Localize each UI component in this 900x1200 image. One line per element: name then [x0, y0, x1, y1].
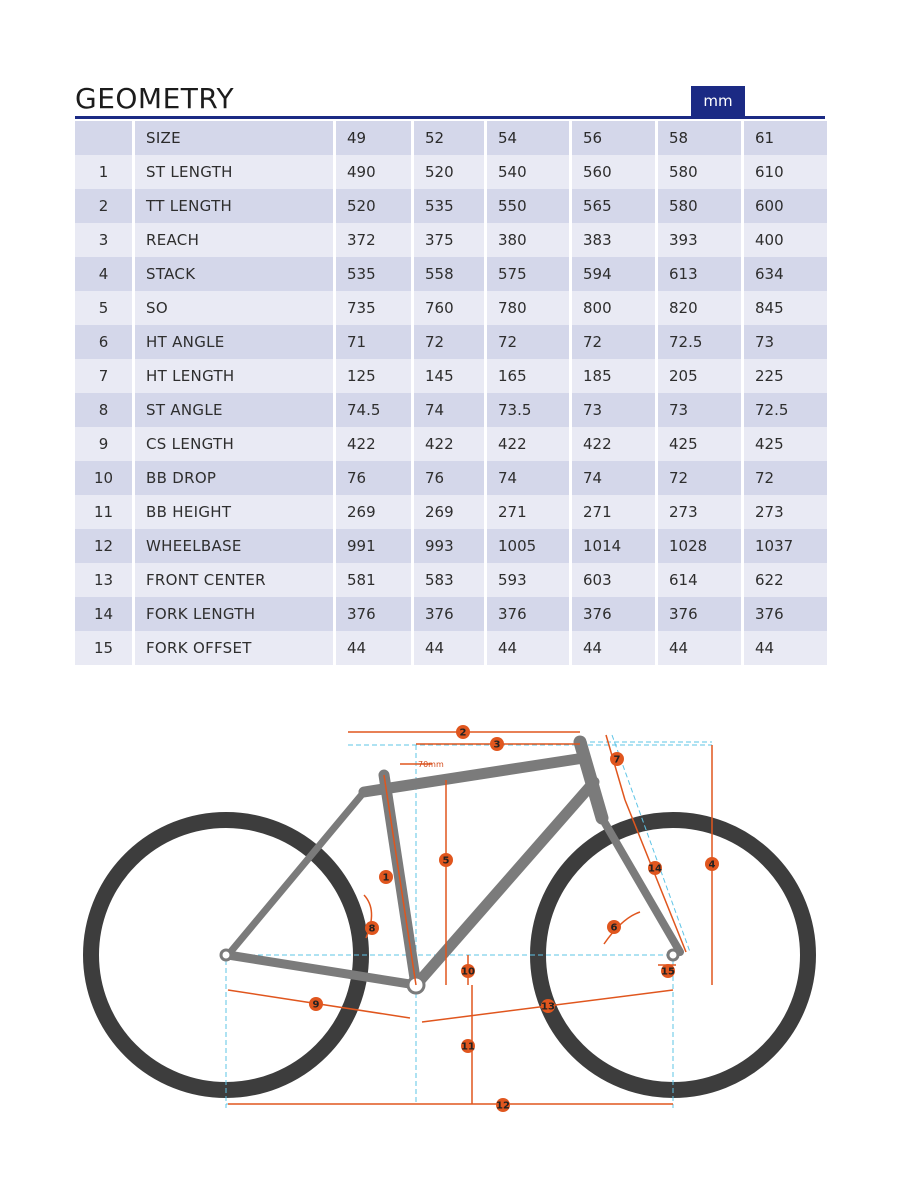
row-value: 73.5: [487, 393, 569, 427]
row-value: 72: [487, 325, 569, 359]
row-value: 613: [658, 257, 741, 291]
dimension-badge: [490, 737, 504, 751]
row-number: 13: [75, 563, 132, 597]
table-row: [75, 189, 827, 223]
row-value: 273: [744, 495, 827, 529]
row-value: 583: [414, 563, 484, 597]
row-value: 73: [658, 393, 741, 427]
row-value: 600: [744, 189, 827, 223]
row-value: 44: [572, 631, 655, 665]
row-label: WHEELBASE: [135, 529, 333, 563]
header-size-54: 54: [487, 121, 569, 155]
row-label: STACK: [135, 257, 333, 291]
row-value: 72: [414, 325, 484, 359]
row-value: 269: [336, 495, 411, 529]
unit-badge: mm: [691, 86, 745, 116]
rear-axle: [221, 950, 231, 960]
geometry-table: [72, 121, 830, 665]
row-value: 610: [744, 155, 827, 189]
row-value: 44: [658, 631, 741, 665]
header-size-label: SIZE: [135, 121, 333, 155]
row-label: REACH: [135, 223, 333, 257]
table-row: [75, 155, 827, 189]
dimension-badge-label: 6: [610, 922, 618, 934]
table-row: [75, 563, 827, 597]
row-value: 376: [658, 597, 741, 631]
row-value: 580: [658, 155, 741, 189]
row-label: ST ANGLE: [135, 393, 333, 427]
row-value: 580: [658, 189, 741, 223]
dimension-badge-label: 15: [661, 966, 675, 978]
row-value: 622: [744, 563, 827, 597]
dimension-badge-label: 11: [461, 1041, 475, 1053]
row-value: 73: [572, 393, 655, 427]
row-value: 376: [744, 597, 827, 631]
dimension-badge-label: 3: [493, 739, 501, 751]
header-divider: [75, 116, 825, 119]
row-value: 520: [336, 189, 411, 223]
row-value: 125: [336, 359, 411, 393]
chain-stay: [228, 955, 416, 985]
page-title: GEOMETRY: [75, 82, 235, 115]
dimension-badge: [461, 964, 475, 978]
row-value: 72: [572, 325, 655, 359]
row-value: 593: [487, 563, 569, 597]
row-value: 800: [572, 291, 655, 325]
row-value: 44: [487, 631, 569, 665]
row-label: SO: [135, 291, 333, 325]
row-value: 74: [572, 461, 655, 495]
row-value: 393: [658, 223, 741, 257]
row-value: 400: [744, 223, 827, 257]
table-header-row: [75, 121, 827, 155]
row-number: 5: [75, 291, 132, 325]
row-value: 376: [487, 597, 569, 631]
row-value: 603: [572, 563, 655, 597]
row-value: 380: [487, 223, 569, 257]
row-number: 8: [75, 393, 132, 427]
row-number: 10: [75, 461, 132, 495]
dimension-badge: [365, 921, 379, 935]
dimension-badge: [648, 861, 662, 875]
row-label: FRONT CENTER: [135, 563, 333, 597]
row-label: FORK OFFSET: [135, 631, 333, 665]
row-value: 540: [487, 155, 569, 189]
row-value: 614: [658, 563, 741, 597]
row-value: 72.5: [658, 325, 741, 359]
row-label: HT ANGLE: [135, 325, 333, 359]
row-value: 425: [744, 427, 827, 461]
row-value: 376: [336, 597, 411, 631]
dimension-badge-label: 12: [496, 1100, 510, 1112]
row-value: 845: [744, 291, 827, 325]
dimension-badge: [439, 853, 453, 867]
header-size-61: 61: [744, 121, 827, 155]
geometry-header: [75, 80, 825, 120]
table-row: [75, 393, 827, 427]
row-value: 44: [414, 631, 484, 665]
row-label: HT LENGTH: [135, 359, 333, 393]
table-row: [75, 631, 827, 665]
dimension-badge: [309, 997, 323, 1011]
dimension-badge-label: 13: [541, 1001, 555, 1013]
table-row: [75, 461, 827, 495]
row-number: 2: [75, 189, 132, 223]
row-value: 76: [336, 461, 411, 495]
row-value: 1037: [744, 529, 827, 563]
row-value: 74: [487, 461, 569, 495]
row-value: 594: [572, 257, 655, 291]
row-number: 15: [75, 631, 132, 665]
row-value: 145: [414, 359, 484, 393]
dimension-badge-label: 7: [613, 754, 621, 766]
dimension-badge-label: 14: [648, 863, 662, 875]
row-label: TT LENGTH: [135, 189, 333, 223]
row-value: 71: [336, 325, 411, 359]
front-axle: [668, 950, 678, 960]
row-value: 581: [336, 563, 411, 597]
dimension-badge: [607, 920, 621, 934]
row-value: 44: [336, 631, 411, 665]
table-row: [75, 427, 827, 461]
row-value: 72.5: [744, 393, 827, 427]
row-value: 376: [414, 597, 484, 631]
row-value: 165: [487, 359, 569, 393]
row-value: 271: [487, 495, 569, 529]
row-value: 72: [744, 461, 827, 495]
row-value: 535: [414, 189, 484, 223]
row-value: 74.5: [336, 393, 411, 427]
row-number: 9: [75, 427, 132, 461]
row-value: 565: [572, 189, 655, 223]
row-value: 422: [414, 427, 484, 461]
row-value: 372: [336, 223, 411, 257]
dimension-badge: [661, 964, 675, 978]
row-value: 760: [414, 291, 484, 325]
row-value: 375: [414, 223, 484, 257]
dimension-badge-label: 4: [708, 859, 716, 871]
table-row: [75, 291, 827, 325]
dimension-badge-label: 9: [312, 999, 320, 1011]
row-label: FORK LENGTH: [135, 597, 333, 631]
row-value: 44: [744, 631, 827, 665]
row-value: 271: [572, 495, 655, 529]
row-value: 1028: [658, 529, 741, 563]
row-value: 993: [414, 529, 484, 563]
header-size-56: 56: [572, 121, 655, 155]
table-row: [75, 359, 827, 393]
header-size-49: 49: [336, 121, 411, 155]
dimension-badge: [705, 857, 719, 871]
dimension-badge: [496, 1098, 510, 1112]
row-value: 269: [414, 495, 484, 529]
row-value: 558: [414, 257, 484, 291]
header-index-cell: [75, 121, 132, 155]
table-row: [75, 529, 827, 563]
header-size-52: 52: [414, 121, 484, 155]
row-value: 422: [572, 427, 655, 461]
table-row: [75, 325, 827, 359]
row-value: 74: [414, 393, 484, 427]
row-value: 520: [414, 155, 484, 189]
row-number: 11: [75, 495, 132, 529]
table-row: [75, 597, 827, 631]
row-value: 425: [658, 427, 741, 461]
row-value: 634: [744, 257, 827, 291]
row-value: 73: [744, 325, 827, 359]
row-value: 535: [336, 257, 411, 291]
row-value: 490: [336, 155, 411, 189]
table-row: [75, 495, 827, 529]
table-row: [75, 257, 827, 291]
row-value: 422: [336, 427, 411, 461]
dimension-note: 70mm: [418, 760, 444, 769]
row-value: 225: [744, 359, 827, 393]
dimension-badge: [461, 1039, 475, 1053]
table-row: [75, 223, 827, 257]
dimension-badge-label: 1: [382, 872, 390, 884]
dimension-badge-label: 10: [461, 966, 475, 978]
row-label: BB DROP: [135, 461, 333, 495]
row-label: ST LENGTH: [135, 155, 333, 189]
row-value: 1005: [487, 529, 569, 563]
row-value: 383: [572, 223, 655, 257]
row-value: 560: [572, 155, 655, 189]
dimension-badge-label: 2: [459, 727, 467, 739]
row-value: 376: [572, 597, 655, 631]
row-value: 735: [336, 291, 411, 325]
row-value: 205: [658, 359, 741, 393]
row-value: 72: [658, 461, 741, 495]
row-number: 1: [75, 155, 132, 189]
row-value: 820: [658, 291, 741, 325]
row-number: 4: [75, 257, 132, 291]
dimension-badge: [610, 752, 624, 766]
row-value: 185: [572, 359, 655, 393]
row-value: 76: [414, 461, 484, 495]
row-value: 780: [487, 291, 569, 325]
row-value: 1014: [572, 529, 655, 563]
dimension-badge: [379, 870, 393, 884]
row-number: 3: [75, 223, 132, 257]
top-tube: [364, 758, 584, 792]
dimension-badge: [541, 999, 555, 1013]
row-value: 991: [336, 529, 411, 563]
dimension-badge-label: 8: [368, 923, 376, 935]
dimension-badge: [456, 725, 470, 739]
row-value: 273: [658, 495, 741, 529]
row-value: 575: [487, 257, 569, 291]
row-label: CS LENGTH: [135, 427, 333, 461]
row-number: 6: [75, 325, 132, 359]
row-number: 12: [75, 529, 132, 563]
row-value: 422: [487, 427, 569, 461]
bike-geometry-diagram: [0, 700, 900, 1160]
row-number: 14: [75, 597, 132, 631]
row-label: BB HEIGHT: [135, 495, 333, 529]
header-size-58: 58: [658, 121, 741, 155]
dimension-badge-label: 5: [442, 855, 450, 867]
row-value: 550: [487, 189, 569, 223]
row-number: 7: [75, 359, 132, 393]
